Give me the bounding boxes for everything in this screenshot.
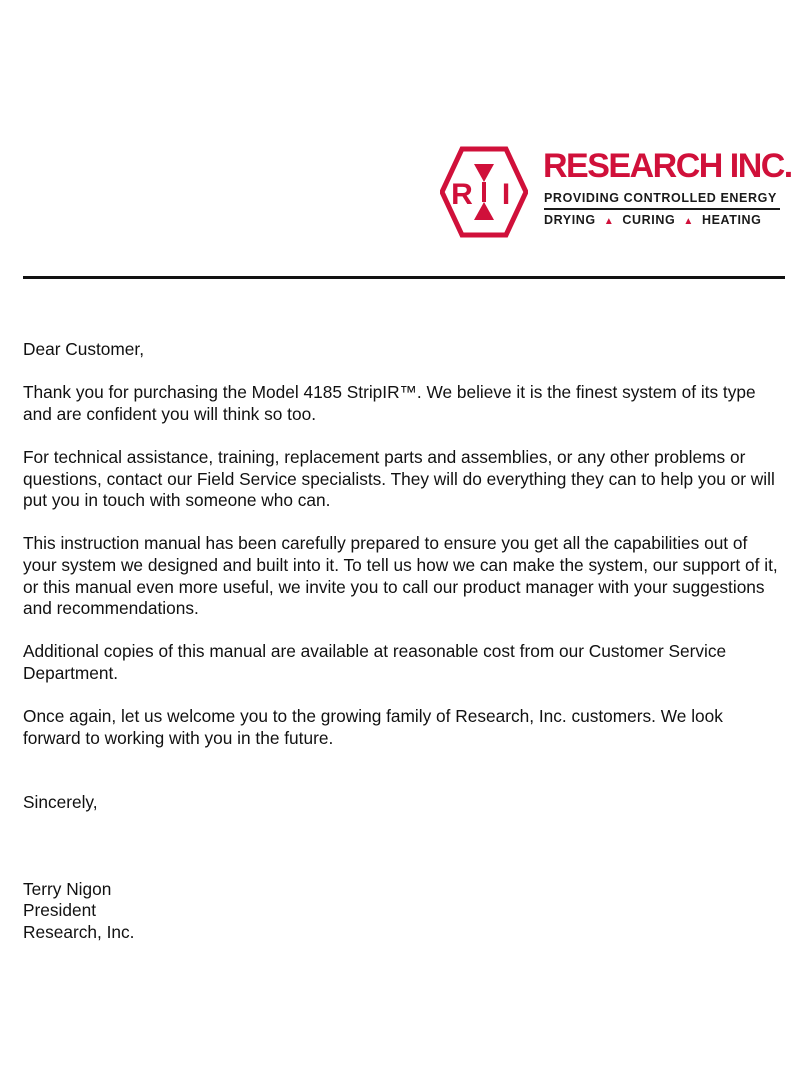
logo-tagline: PROVIDING CONTROLLED ENERGY — [544, 191, 777, 205]
signature-block — [23, 879, 783, 944]
logo-divider — [544, 208, 780, 210]
triangle-separator-icon: ▲ — [603, 216, 615, 227]
logo-mark-letter-i: I — [501, 178, 511, 211]
logo-service-drying: DRYING — [544, 213, 596, 227]
logo-mark-letter-r: R — [451, 178, 473, 211]
logo-services — [544, 212, 762, 230]
logo-service-heating: HEATING — [701, 213, 762, 227]
header-divider — [23, 276, 785, 279]
paragraph-technical-assistance: For technical assistance, training, replacement parts and assemblies, or any other problems or questions, contact our Field Service specialists. They will do everything they can to help you or will put you in touch with someone who can. — [23, 446, 775, 511]
paragraph-welcome: Once again, let us welcome you to the growing family of Research, Inc. customers. We look forward to working with you in the future. — [23, 706, 723, 748]
signer-name: Terry Nigon — [23, 878, 112, 899]
salutation: Dear Customer, — [23, 339, 145, 359]
rxi-hexagon-logo-icon — [440, 146, 528, 238]
signer-title: President — [23, 900, 97, 921]
logo-company-name: RESEARCH INC. — [543, 147, 792, 185]
paragraph-instruction-manual: This instruction manual has been carefully prepared to ensure you get all the capabilities out of your system we designed and built into it. To tell us how we can make the system, our support of it, or this manual even more useful, we invite you to call our product manager with your suggestions and recommendations. — [23, 533, 778, 619]
letter-body — [23, 339, 783, 944]
logo-service-curing: CURING — [622, 213, 676, 227]
signer-company: Research, Inc. — [23, 922, 135, 943]
company-logo — [440, 146, 790, 238]
closing: Sincerely, — [23, 792, 98, 813]
paragraph-additional-copies: Additional copies of this manual are available at reasonable cost from our Customer Service Department. — [23, 641, 727, 683]
paragraph-thank-you: Thank you for purchasing the Model 4185 StripIR™. We believe it is the finest system of its type and are confident you will think so too. — [23, 382, 756, 424]
triangle-separator-icon: ▲ — [683, 216, 694, 227]
